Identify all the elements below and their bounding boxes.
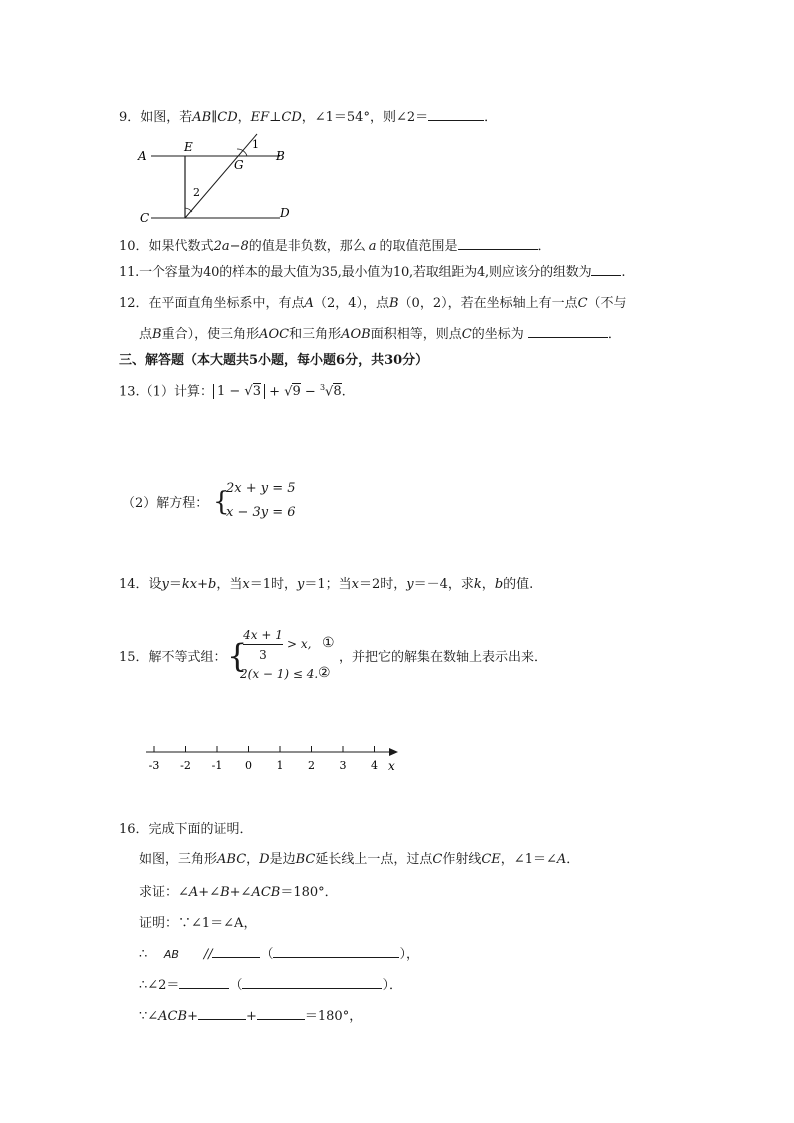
circled-1-icon: ① xyxy=(322,635,335,651)
question-16-title: 16．完成下面的证明． xyxy=(119,822,253,837)
inequality-1-rhs: > x, xyxy=(287,637,312,651)
question-16-prove: 求证：∠A+∠B+∠ACB＝180°． xyxy=(139,885,338,900)
proof-step-2: ∴∠2＝ （ ）． xyxy=(139,978,402,993)
absolute-value: 1 − √3 xyxy=(213,384,265,399)
question-9: 9．如图，若AB∥CD，EF⊥CD，∠1＝54°，则∠2＝ ． xyxy=(119,110,498,125)
axis-variable-label: x xyxy=(388,759,395,773)
fraction-numerator: 4x + 1 xyxy=(243,628,283,642)
sqrt-sign-icon: √ xyxy=(284,384,293,400)
proof-step-1: ∴ AB // （ ）， xyxy=(139,947,419,962)
point-a-label: A xyxy=(138,149,147,163)
brace-icon: { xyxy=(227,637,248,675)
answer-blank[interactable] xyxy=(528,325,608,338)
question-14: 14．设y＝kx+b，当x＝1时，y＝1；当x＝2时，y＝－4，求k，b的值. xyxy=(119,577,534,592)
answer-blank[interactable] xyxy=(591,263,621,276)
proof-blank[interactable] xyxy=(257,1007,305,1020)
point-d-label: D xyxy=(280,206,290,220)
point-b-label: B xyxy=(276,149,285,163)
axis-tick-label: -2 xyxy=(180,759,191,772)
point-g-label: G xyxy=(234,158,244,172)
fraction-bar xyxy=(243,644,283,645)
question-16-setup: 如图，三角形ABC，D是边BC延长线上一点，过点C作射线CE，∠1＝∠A． xyxy=(139,852,580,867)
circled-2-icon: ② xyxy=(318,665,331,681)
sqrt-sign-icon: √ xyxy=(244,384,253,400)
point-e-label: E xyxy=(184,140,193,154)
inequality-2: 2(x − 1) ≤ 4. xyxy=(240,667,319,681)
proof-blank[interactable] xyxy=(179,976,229,989)
axis-tick-label: 1 xyxy=(276,759,284,772)
cube-root-sign-icon: √ xyxy=(325,384,334,400)
proof-step-3: ∵∠ACB+ + ＝180°， xyxy=(139,1009,363,1024)
reason-blank[interactable] xyxy=(242,976,382,989)
question-15-label: 15．解不等式组： xyxy=(119,650,227,665)
answer-blank[interactable] xyxy=(428,108,484,121)
brace-icon: { xyxy=(213,487,230,517)
fraction-denominator: 3 xyxy=(259,648,267,662)
question-15-tail: ，并把它的解集在数轴上表示出来． xyxy=(339,650,548,665)
number-line xyxy=(140,742,405,778)
equation-1: 2x + y = 5 xyxy=(226,481,296,496)
proof-step-0: 证明：∵∠1＝∠A， xyxy=(139,916,257,931)
question-12-line-2: 点B重合），使三角形AOC和三角形AOB面积相等，则点C的坐标为 ． xyxy=(139,327,621,342)
figure-parallel-lines xyxy=(135,132,300,227)
axis-tick-label: 0 xyxy=(245,759,252,772)
answer-blank[interactable] xyxy=(458,237,538,250)
question-10: 10．如果代数式2a−8的值是非负数，那么 a 的取值范围是 ． xyxy=(119,239,551,254)
proof-blank[interactable] xyxy=(198,1007,246,1020)
point-c-label: C xyxy=(140,211,150,225)
proof-blank[interactable] xyxy=(212,945,260,958)
question-13-part-2-label: （2）解方程： xyxy=(122,496,209,511)
axis-tick-label: -1 xyxy=(211,759,223,772)
axis-tick-label: 2 xyxy=(308,759,315,772)
reason-blank[interactable] xyxy=(273,945,399,958)
question-12-line-1: 12．在平面直角坐标系中，有点A（2，4），点B（0，2），若在坐标轴上有一点C（不与 xyxy=(119,296,627,311)
question-11: 11.一个容量为40的样本的最大值为35,最小值为10,若取组距为4,则应该分的组数为 . xyxy=(119,265,626,280)
axis-tick-label: 3 xyxy=(339,759,347,772)
section-3-heading: 三、解答题（本大题共5小题，每小题6分，共30分） xyxy=(119,353,429,368)
equation-2: x − 3y = 6 xyxy=(226,505,296,520)
axis-tick-label: -3 xyxy=(148,759,160,772)
arrow-right-icon xyxy=(389,748,398,756)
axis-tick-label: 4 xyxy=(371,759,378,772)
question-13-part-1: 13.（1）计算： 1 − √3 + √9 − $^3$√8. xyxy=(119,383,346,400)
angle-2-label: 2 xyxy=(193,186,200,199)
angle-1-label: 1 xyxy=(252,138,259,151)
